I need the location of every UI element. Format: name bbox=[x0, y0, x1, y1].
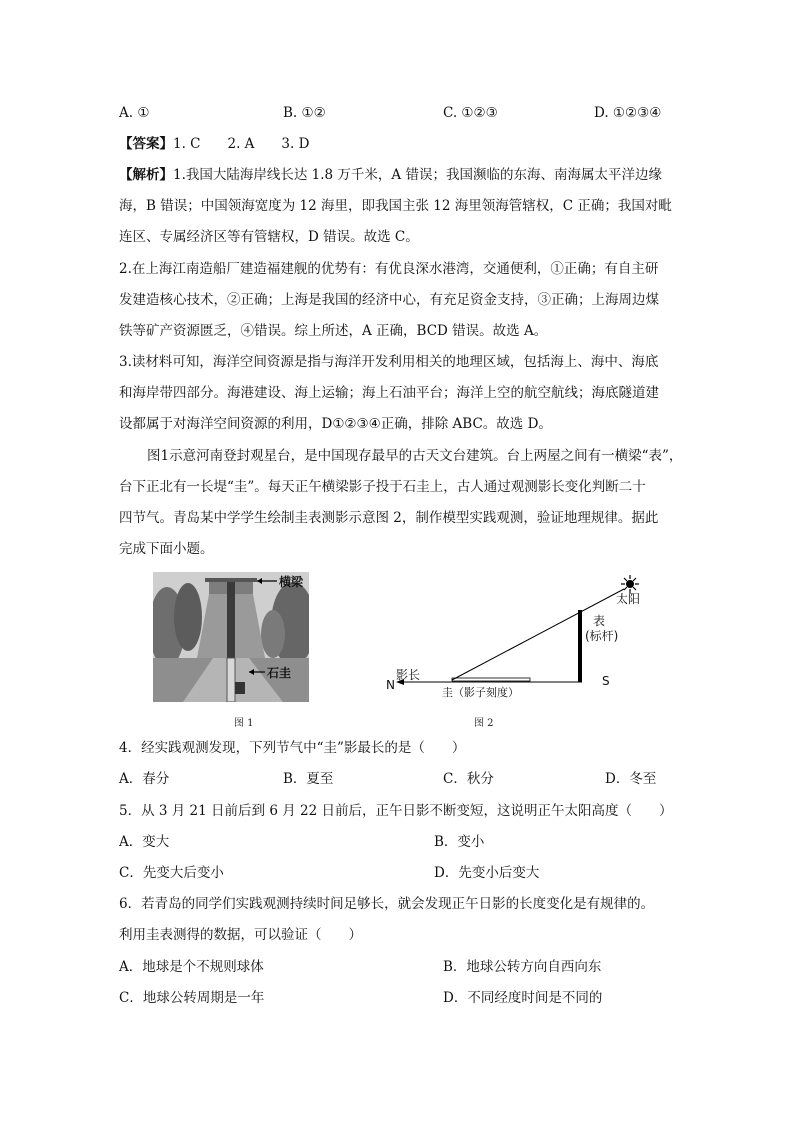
gnomon-sub-label: (标杆) bbox=[585, 629, 619, 643]
analysis-p2-line1: 2.在上海江南造船厂建造福建舰的优势有：有优良深水港湾，交通便利，①正确；有自主研 bbox=[119, 261, 659, 277]
observatory-illustration bbox=[153, 572, 309, 702]
analysis-p3-line3: 设都属于对海洋空间资源的利用，D①②③④正确，排除 ABC。故选 D。 bbox=[119, 416, 552, 432]
figure2-diagram bbox=[380, 572, 650, 702]
analysis-label: 【解析】 bbox=[119, 167, 173, 183]
analysis-p1-line2: 海，B 错误；中国领海宽度为 12 海里，即我国主张 12 海里领海管辖权，C 正确；我国对毗 bbox=[119, 198, 672, 214]
analysis-p1-line3: 连区、专属经济区等有管辖权，D 错误。故选 C。 bbox=[119, 229, 419, 245]
material-line4: 完成下面小题。 bbox=[119, 541, 214, 557]
figure1-caption: 图 1 bbox=[234, 718, 254, 729]
answer-label: 【答案】 bbox=[119, 136, 173, 152]
analysis-line bbox=[119, 165, 662, 185]
q4-stem: 4．经实践观测发现，下列节气中“圭”影最长的是（ ） bbox=[119, 740, 466, 756]
material-line2: 台下正北有一长堤“圭”。每天正午横梁影子投于石圭上，古人通过观测影长变化判断二十 bbox=[119, 479, 646, 495]
analysis-p2-line3: 铁等矿产资源匮乏，④错误。综上所述，A 正确，BCD 错误。故选 A。 bbox=[119, 323, 548, 339]
q5-option-b: B．变小 bbox=[434, 834, 485, 850]
beam-label: 横梁 bbox=[279, 575, 304, 589]
gnomon-label: 表 bbox=[593, 614, 606, 628]
sun-label: 太阳 bbox=[616, 592, 641, 606]
prev-option-c: C. ①②③ bbox=[443, 105, 498, 121]
q6-option-d: D．不同经度时间是不同的 bbox=[443, 990, 603, 1006]
analysis-p3-line1: 3.读材料可知，海洋空间资源是指与海洋开发利用相关的地理区域，包括海上、海中、海底 bbox=[119, 354, 659, 370]
analysis-p2-line2: 发建造核心技术，②正确；上海是我国的经济中心，有充足资金支持，③正确；上海周边煤 bbox=[119, 292, 659, 308]
prev-option-a: A. ① bbox=[119, 105, 150, 121]
shadow-length-label: 影长 bbox=[396, 668, 421, 682]
analysis-p1-line1: 1.我国大陆海岸线长达 1.8 万千米，A 错误；我国濒临的东海、南海属太平洋边缘 bbox=[173, 167, 662, 183]
prev-option-b: B. ①② bbox=[283, 105, 326, 121]
stone-gui-label: 石圭 bbox=[267, 666, 292, 680]
answer-line bbox=[119, 134, 309, 154]
q4-option-b: B．夏至 bbox=[283, 771, 334, 787]
material-line3: 四节气。青岛某中学学生绘制圭表测影示意图 2，制作模型实践观测，验证地理规律。据此 bbox=[119, 510, 659, 526]
q6-stem-line1: 6．若青岛的同学们实践观测持续时间足够长，就会发现正午日影的长度变化是有规律的。 bbox=[119, 896, 655, 912]
q5-option-a: A．变大 bbox=[119, 834, 170, 850]
figure1-photo bbox=[153, 572, 309, 702]
answer-text: 1. C 2. A 3. D bbox=[173, 136, 310, 152]
south-label: S bbox=[602, 674, 610, 688]
figure2-caption: 图 2 bbox=[474, 718, 494, 729]
q6-stem-line2: 利用圭表测得的数据，可以验证（ ） bbox=[119, 927, 362, 943]
q5-option-c: C．先变大后变小 bbox=[119, 865, 224, 881]
q6-option-b: B．地球公转方向自西向东 bbox=[443, 959, 602, 975]
q6-option-a: A．地球是个不规则球体 bbox=[119, 959, 264, 975]
north-label: N bbox=[386, 678, 395, 692]
q4-option-a: A．春分 bbox=[119, 771, 170, 787]
q5-option-d: D．先变小后变大 bbox=[434, 865, 540, 881]
q4-option-d: D．冬至 bbox=[605, 771, 657, 787]
analysis-p3-line2: 和海岸带四部分。海港建设、海上运输；海上石油平台；海洋上空的航空航线；海底隧道建 bbox=[119, 385, 659, 401]
prev-option-d: D. ①②③④ bbox=[594, 105, 662, 121]
material-line1: 图1示意河南登封观星台，是中国现存最早的古天文台建筑。台上两屋之间有一横梁“表”， bbox=[147, 448, 683, 464]
q4-option-c: C．秋分 bbox=[443, 771, 494, 787]
q5-stem: 5．从 3 月 21 日前后到 6 月 22 日前后，正午日影不断变短，这说明正午太阳高度（ ） bbox=[119, 803, 673, 819]
q6-option-c: C．地球公转周期是一年 bbox=[119, 990, 265, 1006]
gui-scale-label: 圭（影子刻度） bbox=[442, 686, 519, 699]
